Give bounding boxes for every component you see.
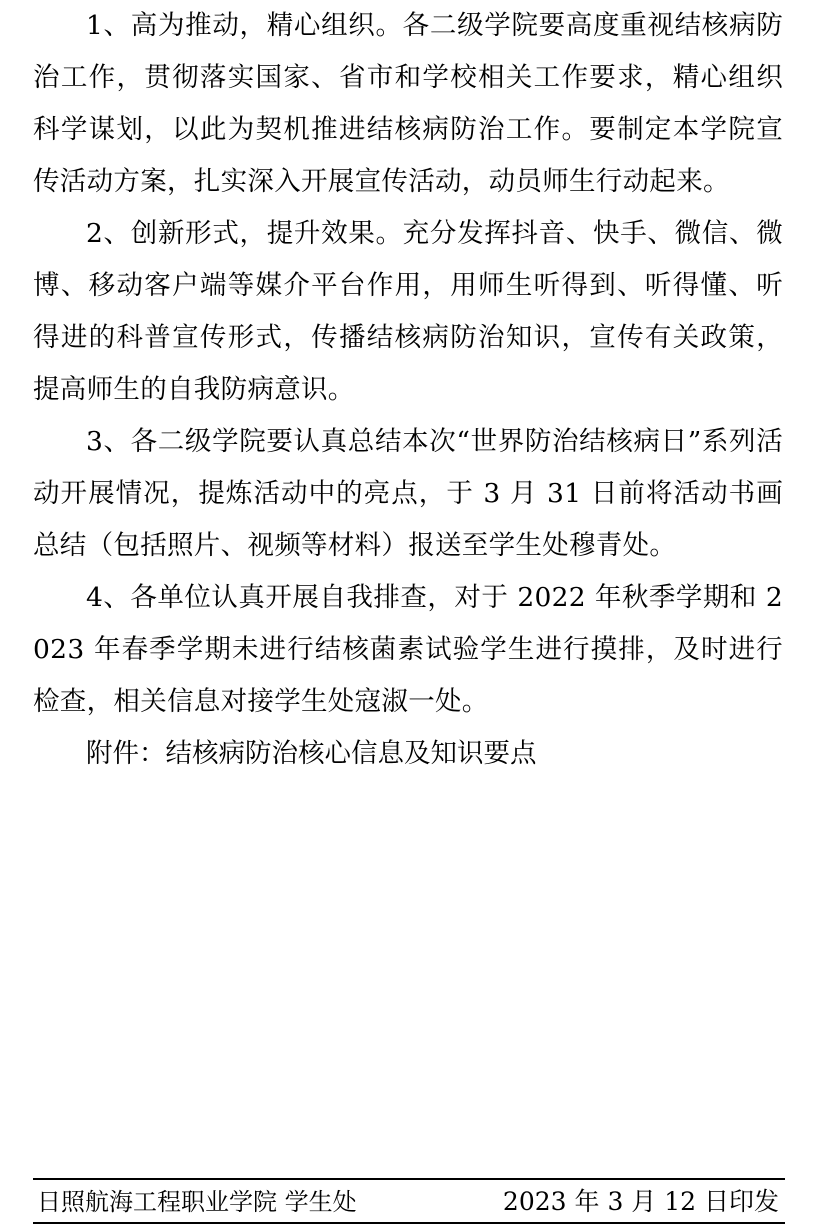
paragraph-3: 3、各二级学院要认真总结本次“世界防治结核病日”系列活动开展情况，提炼活动中的亮点，于 3 月 31 日前将活动书画总结（包括照片、视频等材料）报送至学生处穆青处。 (33, 426, 783, 561)
paragraph-4: 4、各单位认真开展自我排查，对于 2022 年秋季学期和 2023 年春季学期未进行结核菌素试验学生进行摸排，及时进行检查，相关信息对接学生处寇淑一处。 (33, 582, 783, 717)
footer-date: 2023 年 3 月 12 日印发 (502, 1187, 779, 1216)
attachment-line: 附件：结核病防治核心信息及知识要点 (86, 738, 537, 769)
document-body (33, 0, 783, 780)
paragraph-1: 1、高为推动，精心组织。各二级学院要高度重视结核病防治工作，贯彻落实国家、省市和学校相关工作要求，精心组织科学谋划，以此为契机推进结核病防治工作。要制定本学院宣传活动方案，扎实深入开展宣传活动，动员师生行动起来。 (33, 10, 783, 197)
paragraph-2: 2、创新形式，提升效果。充分发挥抖音、快手、微信、微博、移动客户端等媒介平台作用，用师生听得到、听得懂、听得进的科普宣传形式，传播结核病防治知识，宣传有关政策，提高师生的自我防病意识。 (33, 218, 783, 405)
footer-issuer: 日照航海工程职业学院 学生处 (37, 1188, 357, 1216)
document-footer (33, 1178, 785, 1224)
